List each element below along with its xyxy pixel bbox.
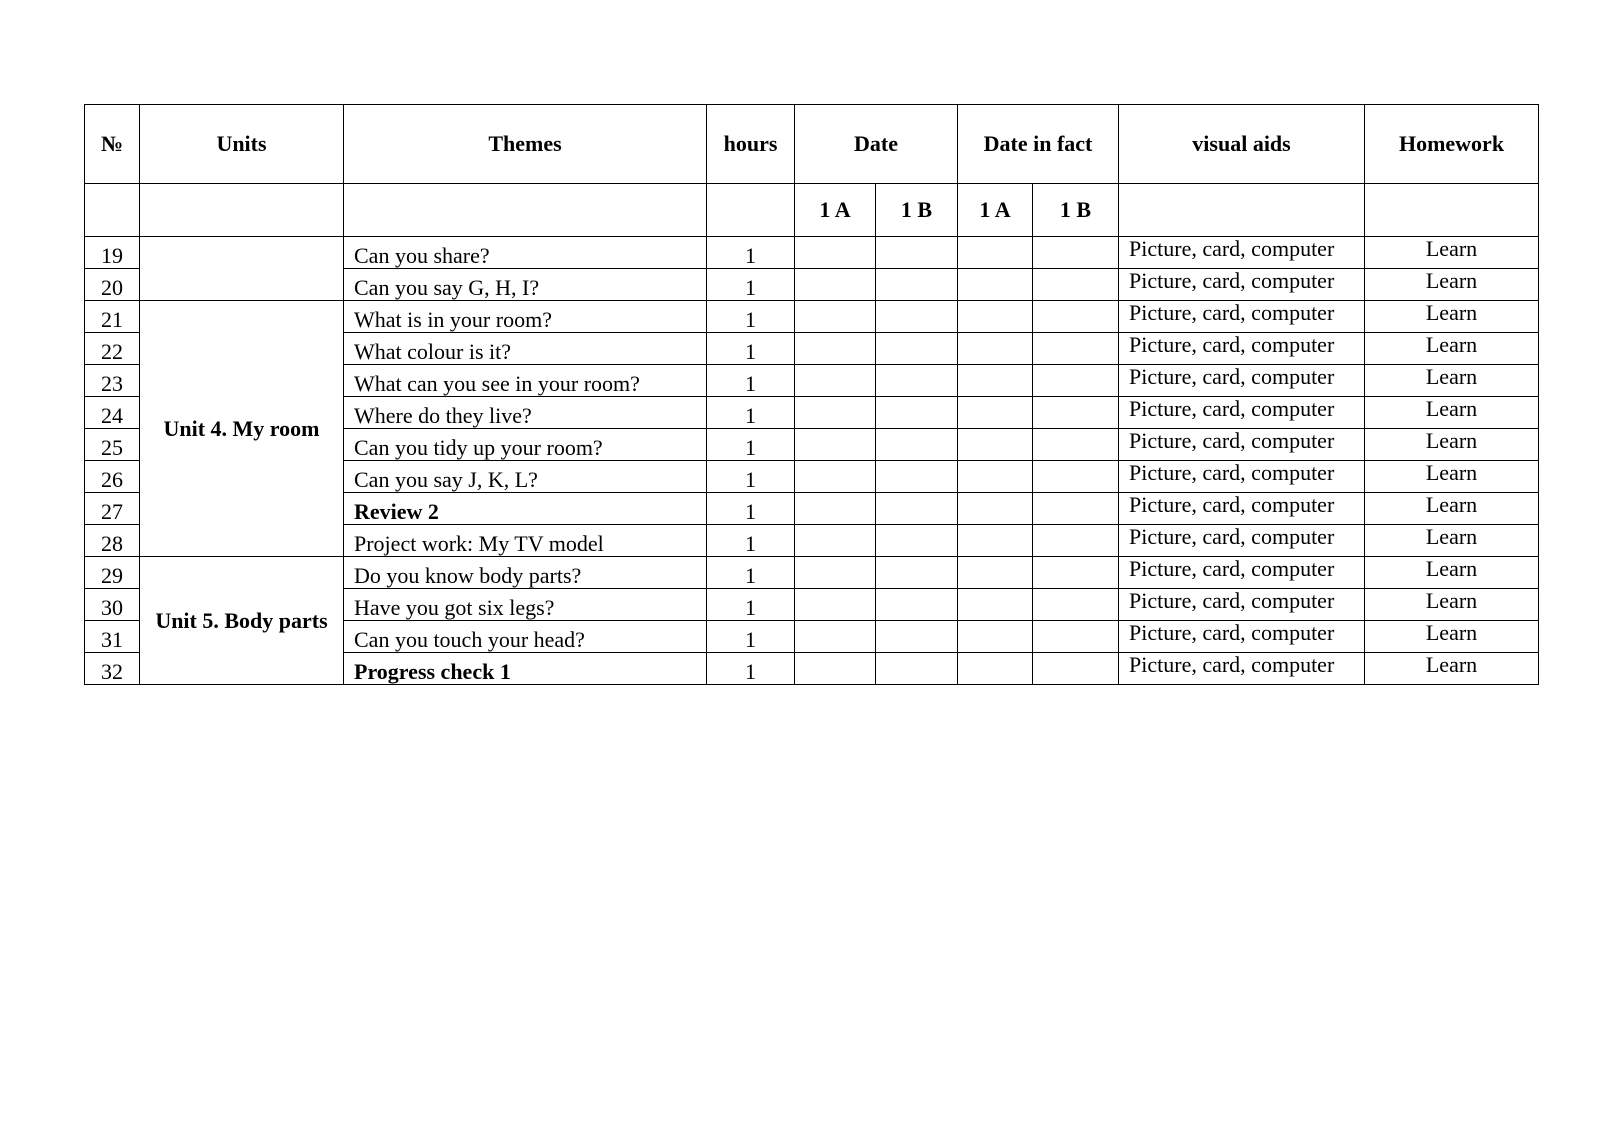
table-row (85, 557, 1539, 589)
subheader-empty (85, 184, 140, 237)
lesson-theme: Where do they live? (344, 397, 707, 429)
header-homework: Homework (1365, 105, 1539, 184)
homework-cell: Learn (1365, 589, 1539, 621)
lesson-hours: 1 (707, 653, 795, 685)
lesson-number: 25 (85, 429, 140, 461)
lesson-number: 23 (85, 365, 140, 397)
lesson-theme: Can you share? (344, 237, 707, 269)
subheader-empty (1365, 184, 1539, 237)
visual-aids-cell: Picture, card, computer (1119, 461, 1365, 493)
unit-5-cell: Unit 5. Body parts (140, 557, 344, 685)
subheader-row (85, 184, 1539, 237)
visual-aids-cell: Picture, card, computer (1119, 237, 1365, 269)
visual-aids-cell: Picture, card, computer (1119, 397, 1365, 429)
lesson-hours: 1 (707, 461, 795, 493)
lesson-number: 31 (85, 621, 140, 653)
header-row (85, 105, 1539, 184)
fact-1b-cell (1033, 429, 1119, 461)
homework-cell: Learn (1365, 301, 1539, 333)
lesson-theme: Progress check 1 (344, 653, 707, 685)
unit-cell-empty (140, 237, 344, 301)
date-1b-cell (876, 269, 958, 301)
fact-1a-cell (958, 269, 1033, 301)
date-1b-cell (876, 237, 958, 269)
subheader-empty (344, 184, 707, 237)
table-row (85, 301, 1539, 333)
table-row (85, 237, 1539, 269)
lesson-number: 21 (85, 301, 140, 333)
visual-aids-cell: Picture, card, computer (1119, 525, 1365, 557)
subheader-empty (707, 184, 795, 237)
lesson-theme: Can you touch your head? (344, 621, 707, 653)
date-1b-cell (876, 365, 958, 397)
date-1b-cell (876, 653, 958, 685)
date-1b-cell (876, 429, 958, 461)
homework-cell: Learn (1365, 397, 1539, 429)
fact-1a-cell (958, 429, 1033, 461)
date-1a-cell (795, 333, 876, 365)
homework-cell: Learn (1365, 237, 1539, 269)
lesson-plan-table (84, 104, 1539, 685)
date-1b-cell (876, 621, 958, 653)
fact-1b-cell (1033, 525, 1119, 557)
fact-1a-cell (958, 653, 1033, 685)
date-1b-cell (876, 301, 958, 333)
date-1b-cell (876, 333, 958, 365)
homework-cell: Learn (1365, 269, 1539, 301)
fact-1a-cell (958, 493, 1033, 525)
header-date-in-fact: Date in fact (958, 105, 1119, 184)
header-visual-aids: visual aids (1119, 105, 1365, 184)
date-1b-cell (876, 525, 958, 557)
lesson-theme: What is in your room? (344, 301, 707, 333)
lesson-number: 32 (85, 653, 140, 685)
fact-1a-cell (958, 589, 1033, 621)
fact-1b-cell (1033, 237, 1119, 269)
fact-1b-cell (1033, 269, 1119, 301)
lesson-number: 19 (85, 237, 140, 269)
date-1a-cell (795, 653, 876, 685)
fact-1a-cell (958, 333, 1033, 365)
lesson-number: 28 (85, 525, 140, 557)
lesson-hours: 1 (707, 333, 795, 365)
date-1a-cell (795, 237, 876, 269)
lesson-hours: 1 (707, 237, 795, 269)
lesson-theme: Have you got six legs? (344, 589, 707, 621)
lesson-theme: Project work: My TV model (344, 525, 707, 557)
homework-cell: Learn (1365, 557, 1539, 589)
fact-1b-cell (1033, 461, 1119, 493)
subheader-empty (140, 184, 344, 237)
date-1a-cell (795, 429, 876, 461)
homework-cell: Learn (1365, 461, 1539, 493)
fact-1b-cell (1033, 493, 1119, 525)
lesson-hours: 1 (707, 301, 795, 333)
lesson-hours: 1 (707, 269, 795, 301)
header-date: Date (795, 105, 958, 184)
date-1a-cell (795, 525, 876, 557)
date-1a-cell (795, 269, 876, 301)
date-1a-cell (795, 461, 876, 493)
lesson-hours: 1 (707, 397, 795, 429)
date-1a-cell (795, 301, 876, 333)
subheader-date-1a: 1 A (795, 184, 876, 237)
subheader-date-1b: 1 B (876, 184, 958, 237)
subheader-empty (1119, 184, 1365, 237)
fact-1a-cell (958, 621, 1033, 653)
homework-cell: Learn (1365, 365, 1539, 397)
lesson-number: 22 (85, 333, 140, 365)
visual-aids-cell: Picture, card, computer (1119, 557, 1365, 589)
lesson-theme: Review 2 (344, 493, 707, 525)
lesson-theme: Can you say G, H, I? (344, 269, 707, 301)
header-units: Units (140, 105, 344, 184)
visual-aids-cell: Picture, card, computer (1119, 589, 1365, 621)
fact-1a-cell (958, 365, 1033, 397)
lesson-number: 27 (85, 493, 140, 525)
fact-1b-cell (1033, 301, 1119, 333)
lesson-theme: Can you tidy up your room? (344, 429, 707, 461)
lesson-hours: 1 (707, 429, 795, 461)
lesson-theme: Can you say J, K, L? (344, 461, 707, 493)
homework-cell: Learn (1365, 429, 1539, 461)
fact-1b-cell (1033, 333, 1119, 365)
header-num: № (85, 105, 140, 184)
homework-cell: Learn (1365, 653, 1539, 685)
lesson-hours: 1 (707, 365, 795, 397)
lesson-hours: 1 (707, 557, 795, 589)
fact-1b-cell (1033, 653, 1119, 685)
visual-aids-cell: Picture, card, computer (1119, 621, 1365, 653)
fact-1b-cell (1033, 365, 1119, 397)
date-1b-cell (876, 461, 958, 493)
visual-aids-cell: Picture, card, computer (1119, 333, 1365, 365)
fact-1a-cell (958, 237, 1033, 269)
lesson-number: 26 (85, 461, 140, 493)
lesson-hours: 1 (707, 493, 795, 525)
subheader-fact-1a: 1 A (958, 184, 1033, 237)
fact-1a-cell (958, 525, 1033, 557)
fact-1a-cell (958, 557, 1033, 589)
lesson-number: 24 (85, 397, 140, 429)
visual-aids-cell: Picture, card, computer (1119, 493, 1365, 525)
date-1a-cell (795, 365, 876, 397)
visual-aids-cell: Picture, card, computer (1119, 301, 1365, 333)
date-1a-cell (795, 557, 876, 589)
lesson-hours: 1 (707, 621, 795, 653)
fact-1b-cell (1033, 557, 1119, 589)
lesson-theme: Do you know body parts? (344, 557, 707, 589)
homework-cell: Learn (1365, 493, 1539, 525)
fact-1a-cell (958, 301, 1033, 333)
date-1a-cell (795, 589, 876, 621)
visual-aids-cell: Picture, card, computer (1119, 429, 1365, 461)
header-themes: Themes (344, 105, 707, 184)
lesson-number: 20 (85, 269, 140, 301)
fact-1a-cell (958, 397, 1033, 429)
lesson-theme: What colour is it? (344, 333, 707, 365)
date-1b-cell (876, 557, 958, 589)
header-hours: hours (707, 105, 795, 184)
homework-cell: Learn (1365, 333, 1539, 365)
visual-aids-cell: Picture, card, computer (1119, 269, 1365, 301)
unit-4-cell: Unit 4. My room (140, 301, 344, 557)
date-1b-cell (876, 589, 958, 621)
lesson-number: 30 (85, 589, 140, 621)
lesson-hours: 1 (707, 589, 795, 621)
date-1a-cell (795, 621, 876, 653)
fact-1b-cell (1033, 589, 1119, 621)
lesson-number: 29 (85, 557, 140, 589)
fact-1b-cell (1033, 621, 1119, 653)
date-1b-cell (876, 493, 958, 525)
homework-cell: Learn (1365, 525, 1539, 557)
visual-aids-cell: Picture, card, computer (1119, 365, 1365, 397)
date-1a-cell (795, 397, 876, 429)
homework-cell: Learn (1365, 621, 1539, 653)
lesson-hours: 1 (707, 525, 795, 557)
fact-1b-cell (1033, 397, 1119, 429)
date-1b-cell (876, 397, 958, 429)
visual-aids-cell: Picture, card, computer (1119, 653, 1365, 685)
subheader-fact-1b: 1 B (1033, 184, 1119, 237)
lesson-theme: What can you see in your room? (344, 365, 707, 397)
fact-1a-cell (958, 461, 1033, 493)
date-1a-cell (795, 493, 876, 525)
